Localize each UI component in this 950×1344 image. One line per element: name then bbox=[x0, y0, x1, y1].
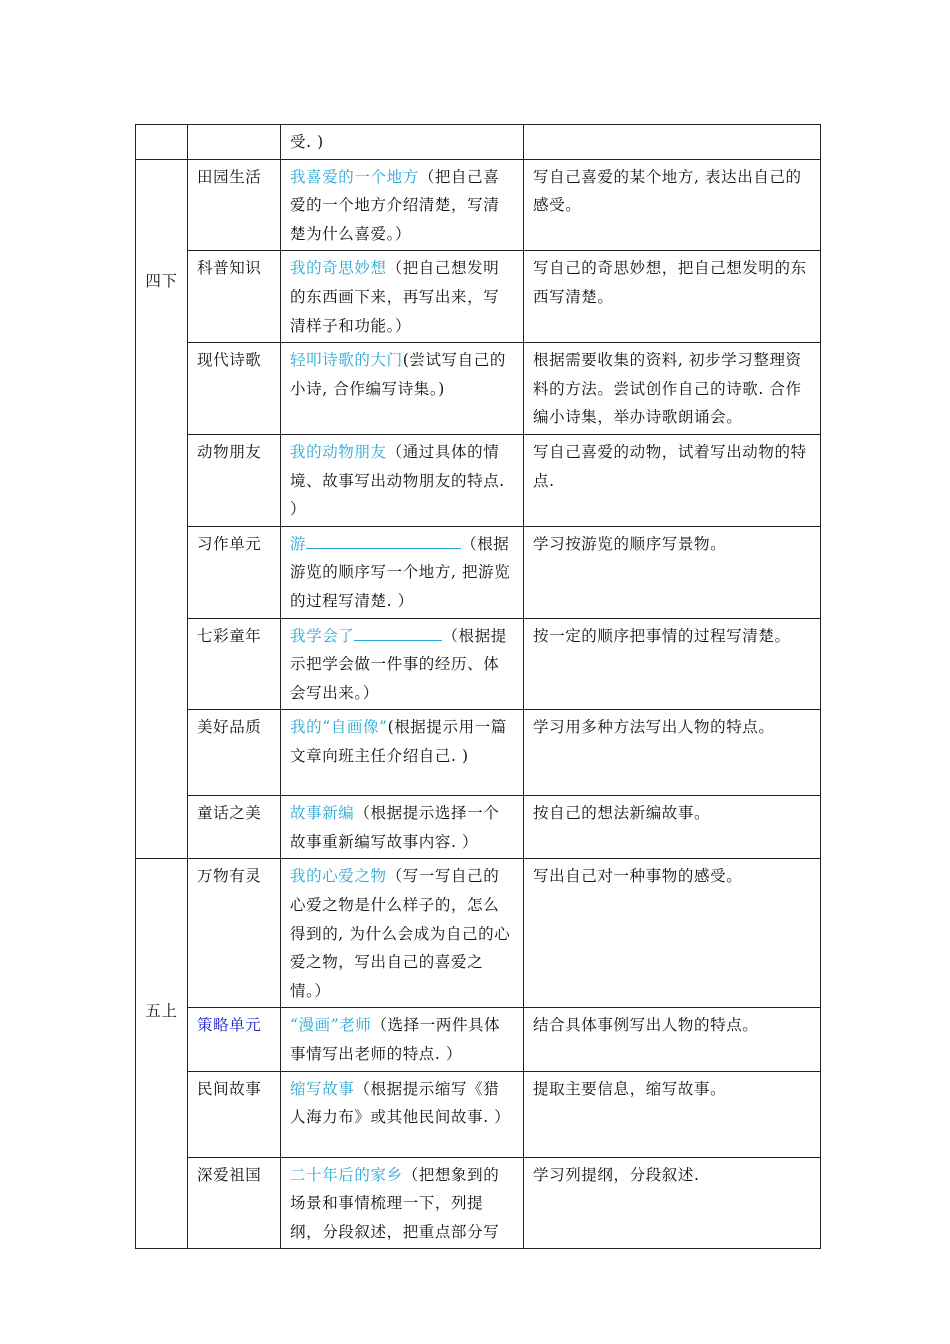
unit-cell: 现代诗歌 bbox=[188, 343, 281, 435]
table-row bbox=[136, 796, 821, 859]
assignment-title[interactable]: 我的“自画像” bbox=[290, 718, 388, 737]
assignment-title[interactable]: 轻叩诗歌的大门 bbox=[290, 351, 403, 370]
unit-cell: 童话之美 bbox=[188, 796, 281, 859]
assignment-cell bbox=[281, 859, 524, 1008]
assignment-desc: （根据游览的顺序写一个地方, 把游览的过程写清楚. ） bbox=[290, 534, 511, 610]
assignment-cell bbox=[281, 1071, 524, 1157]
grade-cell: 四下 bbox=[136, 159, 188, 859]
table-row bbox=[136, 343, 821, 435]
assignment-title[interactable]: 我喜爱的一个地方 bbox=[290, 167, 419, 186]
goal-cell: 学习列提纲，分段叙述. bbox=[524, 1157, 821, 1249]
assignment-desc: （把自己想发明的东西画下来，再写出来，写清样子和功能。） bbox=[290, 259, 500, 335]
goal-cell: 写自己喜爱的动物，试着写出动物的特点. bbox=[524, 434, 821, 526]
goal-cell: 按自己的想法新编故事。 bbox=[524, 796, 821, 859]
assignment-title[interactable]: 故事新编 bbox=[290, 804, 355, 823]
unit-cell: 科普知识 bbox=[188, 251, 281, 343]
assignment-cell bbox=[281, 434, 524, 526]
table-row bbox=[136, 125, 821, 160]
unit-cell: 民间故事 bbox=[188, 1071, 281, 1157]
assignment-cell bbox=[281, 1157, 524, 1249]
table-row bbox=[136, 251, 821, 343]
assignment-desc: （根据提示把学会做一件事的经历、体会写出来。） bbox=[290, 626, 507, 702]
table-row bbox=[136, 526, 821, 618]
assignment-title[interactable]: 我的奇思妙想 bbox=[290, 259, 387, 278]
assignment-cell bbox=[281, 343, 524, 435]
unit-cell: 田园生活 bbox=[188, 159, 281, 251]
assignment-title[interactable]: “漫画”老师 bbox=[290, 1016, 372, 1035]
assignment-desc: (根据提示用一篇文章向班主任介绍自己. ) bbox=[290, 718, 507, 765]
unit-cell: 策略单元 bbox=[188, 1008, 281, 1071]
assignment-desc: 受. ) bbox=[290, 133, 324, 151]
grade-cell: 五上 bbox=[136, 859, 188, 1249]
goal-cell: 结合具体事例写出人物的特点。 bbox=[524, 1008, 821, 1071]
table-row bbox=[136, 710, 821, 796]
fill-in-blank[interactable] bbox=[306, 534, 461, 549]
table-row bbox=[136, 618, 821, 710]
goal-cell: 按一定的顺序把事情的过程写清楚。 bbox=[524, 618, 821, 710]
assignment-title[interactable]: 我的动物朋友 bbox=[290, 442, 387, 461]
unit-cell: 美好品质 bbox=[188, 710, 281, 796]
assignment-title[interactable]: 我的心爱之物 bbox=[290, 867, 387, 886]
unit-cell: 动物朋友 bbox=[188, 434, 281, 526]
unit-cell: 习作单元 bbox=[188, 526, 281, 618]
table-row bbox=[136, 434, 821, 526]
grade-cell-empty bbox=[136, 125, 188, 160]
assignment-desc: （把自己喜爱的一个地方介绍清楚，写清楚为什么喜爱。） bbox=[290, 167, 500, 243]
assignment-title[interactable]: 游 bbox=[290, 534, 307, 553]
assignment-desc: （通过具体的情境、故事写出动物朋友的特点. ） bbox=[290, 442, 505, 519]
goal-cell: 写自己的奇思妙想，把自己想发明的东西写清楚。 bbox=[524, 251, 821, 343]
unit-cell bbox=[188, 125, 281, 160]
assignment-cell bbox=[281, 796, 524, 859]
assignment-cell bbox=[281, 526, 524, 618]
table-row bbox=[136, 159, 821, 251]
assignment-cell bbox=[281, 618, 524, 710]
fill-in-blank[interactable] bbox=[354, 626, 442, 641]
unit-cell: 七彩童年 bbox=[188, 618, 281, 710]
table-row bbox=[136, 1008, 821, 1071]
table-row bbox=[136, 859, 821, 1008]
assignment-cell bbox=[281, 159, 524, 251]
goal-cell bbox=[524, 125, 821, 160]
table-row bbox=[136, 1157, 821, 1249]
assignment-desc: （写一写自己的心爱之物是什么样子的，怎么得到的, 为什么会成为自己的心爱之物，写出自己的喜爱之情。） bbox=[290, 867, 511, 1000]
goal-cell: 学习用多种方法写出人物的特点。 bbox=[524, 710, 821, 796]
unit-cell: 深爱祖国 bbox=[188, 1157, 281, 1249]
goal-cell: 写出自己对一种事物的感受。 bbox=[524, 859, 821, 1008]
assignment-desc: （选择一两件具体事情写出老师的特点. ） bbox=[290, 1016, 501, 1064]
goal-cell: 写自己喜爱的某个地方, 表达出自己的感受。 bbox=[524, 159, 821, 251]
assignment-title[interactable]: 二十年后的家乡 bbox=[290, 1165, 403, 1184]
assignment-desc: (尝试写自己的小诗, 合作编写诗集。) bbox=[290, 351, 506, 398]
assignment-title[interactable]: 我学会了 bbox=[290, 626, 355, 645]
assignment-cell bbox=[281, 125, 524, 160]
table-row bbox=[136, 1071, 821, 1157]
unit-cell: 万物有灵 bbox=[188, 859, 281, 1008]
assignment-cell bbox=[281, 1008, 524, 1071]
goal-cell: 学习按游览的顺序写景物。 bbox=[524, 526, 821, 618]
assignment-desc: （根据提示选择一个故事重新编写故事内容. ） bbox=[290, 804, 500, 851]
assignment-cell bbox=[281, 710, 524, 796]
goal-cell: 提取主要信息，缩写故事。 bbox=[524, 1071, 821, 1157]
assignment-desc: （根据提示缩写《猎人海力布》或其他民间故事. ） bbox=[290, 1079, 511, 1127]
writing-units-table bbox=[135, 124, 821, 1249]
goal-cell: 根据需要收集的资料, 初步学习整理资料的方法。尝试创作自己的诗歌. 合作编小诗集，举办诗歌朗诵会。 bbox=[524, 343, 821, 435]
assignment-cell bbox=[281, 251, 524, 343]
assignment-title[interactable]: 缩写故事 bbox=[290, 1079, 355, 1098]
assignment-desc: （把想象到的场景和事情梳理一下，列提纲，分段叙述，把重点部分写 bbox=[290, 1165, 500, 1241]
